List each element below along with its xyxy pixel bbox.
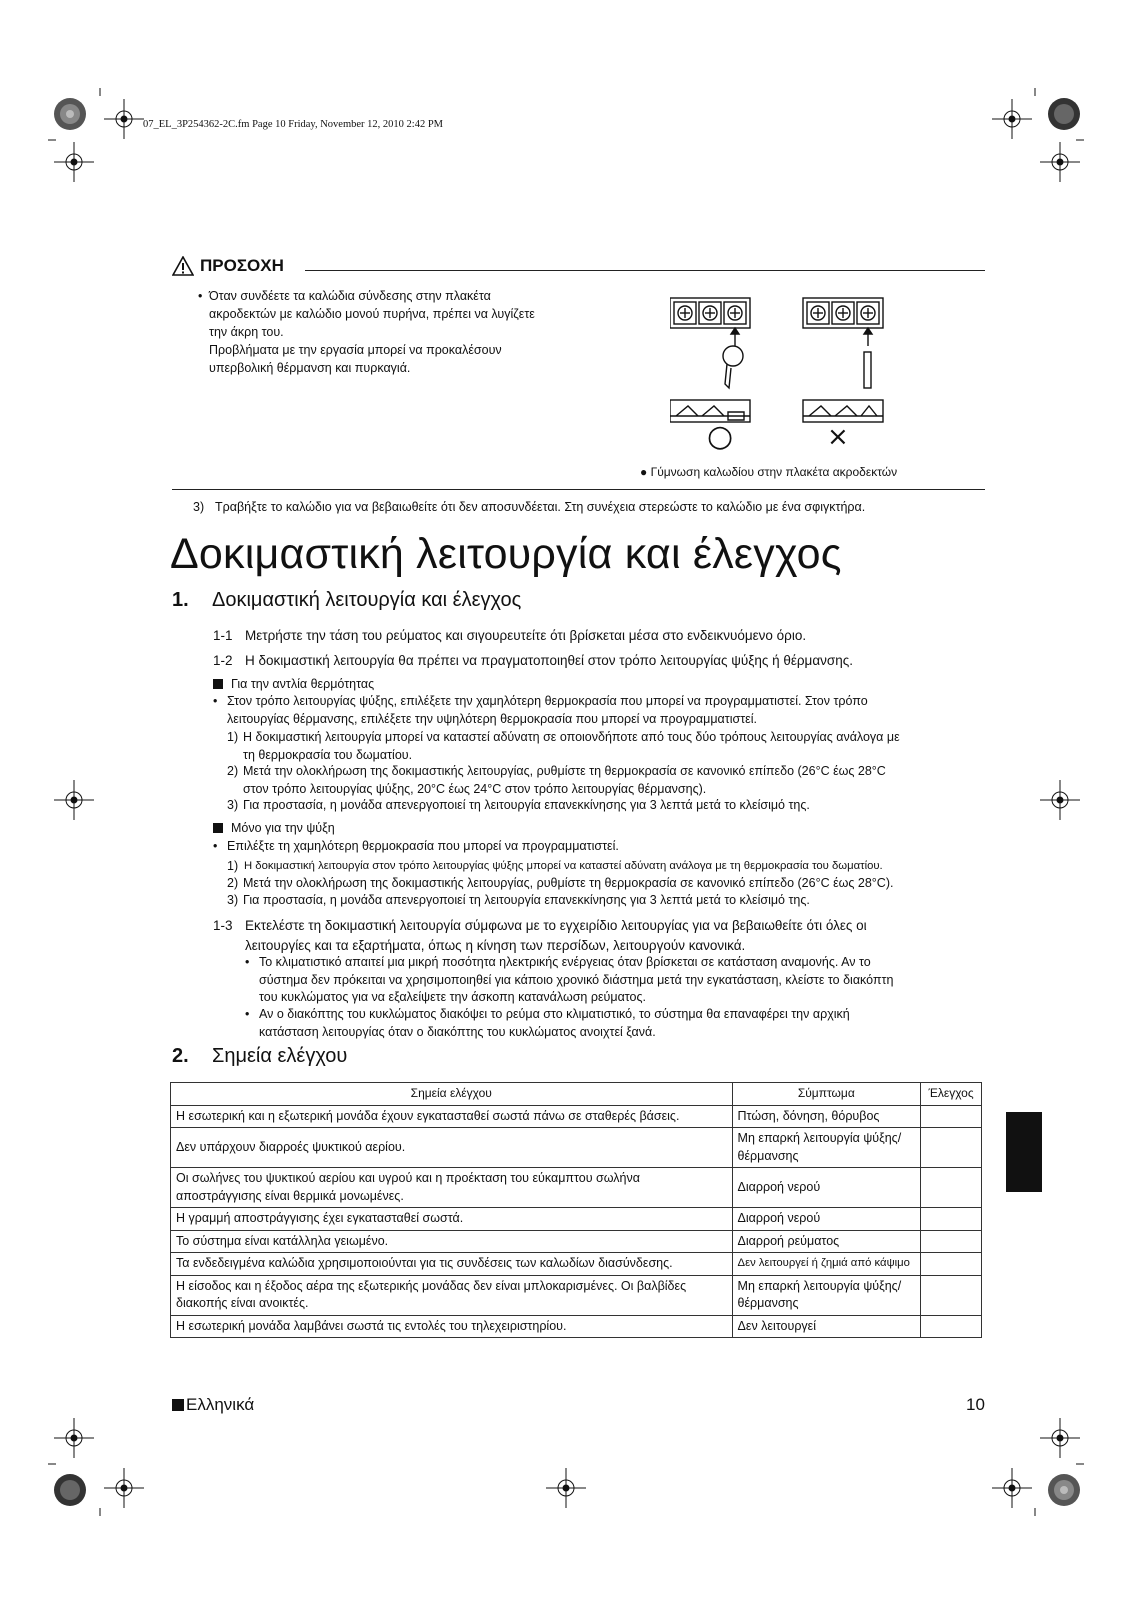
table-row <box>171 1253 982 1276</box>
square-bullet-icon <box>172 1399 184 1411</box>
ok-mark: ○ <box>707 419 734 454</box>
column-header: Σύμπτωμα <box>732 1083 921 1106</box>
note-number: 1) <box>227 859 239 873</box>
note-number: 2) <box>227 876 239 890</box>
bullet-line: σύστημα δεν πρόκειται να χρησιμοποιηθεί για κάποιο χρονικό διάστημα μετά την εγκατάσταση, κλείστε το διακόπτη <box>259 972 894 987</box>
check-cell[interactable] <box>921 1208 982 1231</box>
check-cell[interactable] <box>921 1105 982 1128</box>
check-point-cell: Δεν υπάρχουν διαρροές ψυκτικού αερίου. <box>171 1128 733 1168</box>
terminal-block-left <box>670 298 750 328</box>
bullet: • <box>245 955 250 969</box>
caution-rule <box>305 270 985 271</box>
bullet-line: Το κλιματιστικό απαιτεί μια μικρή ποσότητα ηλεκτρικής ενέργειας όταν βρίσκεται σε κατάσταση αναμονής. Αν το <box>259 955 871 969</box>
note-line: Μετά την ολοκλήρωση της δοκιμαστικής λειτουργίας, ρυθμίστε τη θερμοκρασία σε κανονικό επίπεδο (26°C έως 28°C <box>243 764 886 778</box>
check-point-cell: Οι σωλήνες του ψυκτικού αερίου και υγρού και η προέκταση του εύκαμπτου σωλήνα αποστράγγισης είναι θερμικά μονωμένες. <box>171 1168 733 1208</box>
step-number: 3) <box>193 500 205 514</box>
table-row <box>171 1275 982 1315</box>
note-number: 3) <box>227 798 239 812</box>
symptom-cell: Δεν λειτουργεί ή ζημιά από κάψιμο <box>732 1253 921 1276</box>
caution-title: ΠΡΟΣΟΧΗ <box>200 256 284 275</box>
crosshair-mark <box>104 1468 144 1508</box>
item-number: 1-2 <box>213 653 233 668</box>
bullet-line: λειτουργίας θέρμανσης, επιλέξετε την υψηλότερη θερμοκρασία που μπορεί να προγραμματιστεί. <box>227 711 757 726</box>
item-line: Εκτελέστε τη δοκιμαστική λειτουργία σύμφωνα με το εγχειρίδιο λειτουργίας για να βεβαιωθείτε ότι όλες οι <box>245 918 867 933</box>
symptom-cell: Διαρροή νερού <box>732 1168 921 1208</box>
note-text: Για προστασία, η μονάδα απενεργοποιεί τη λειτουργία επανεκκίνησης για 3 λεπτά μετά το κλείσιμό της. <box>243 893 810 907</box>
heatpump-note-1 <box>227 729 900 764</box>
check-cell[interactable] <box>921 1275 982 1315</box>
crosshair-mark <box>54 142 94 182</box>
heatpump-note-3 <box>227 797 810 815</box>
symptom-cell: Μη επαρκή λειτουργία ψύξης/ θέρμανσης <box>732 1128 921 1168</box>
crosshair-mark <box>1040 1418 1080 1458</box>
check-point-cell: Τα ενδεδειγμένα καλώδια χρησιμοποιούνται για τις συνδέσεις των καλωδίων διασύνδεσης. <box>171 1253 733 1276</box>
note-number: 2) <box>227 764 239 778</box>
bullet-line: κατάσταση λειτουργίας όταν ο διακόπτης του κυκλώματος ανοιχτεί ξανά. <box>259 1024 656 1039</box>
section-2-heading <box>172 1045 347 1068</box>
step-3 <box>193 500 865 514</box>
section-1-heading <box>172 589 521 612</box>
caution-line: Όταν συνδέετε τα καλώδια σύνδεσης στην πλακέτα <box>209 289 491 303</box>
step-text: Τραβήξτε το καλώδιο για να βεβαιωθείτε ότι δεν αποσυνδέεται. Στη συνέχεια στερεώστε το καλώδιο με ένα σφιγκτήρα. <box>215 500 866 514</box>
column-header: Σημεία ελέγχου <box>171 1083 733 1106</box>
item-1-3-bullet-2 <box>245 1006 850 1041</box>
note-text: Η δοκιμαστική λειτουργία στον τρόπο λειτουργίας ψύξης μπορεί να καταστεί αδύνατη ανάλογα με τη θερμοκρασία του δωματίου. <box>244 860 883 872</box>
check-cell[interactable] <box>921 1253 982 1276</box>
caution-line: Προβλήματα με την εργασία μπορεί να προκαλέσουν <box>209 343 502 357</box>
section-number: 1. <box>172 589 189 611</box>
caution-line: την άκρη του. <box>209 325 284 339</box>
section-number: 2. <box>172 1045 189 1067</box>
item-1-3-bullet-1 <box>245 954 893 1007</box>
symptom-cell: Μη επαρκή λειτουργία ψύξης/ θέρμανσης <box>732 1275 921 1315</box>
bullet: • <box>213 694 218 708</box>
symptom-cell: Διαρροή νερού <box>732 1208 921 1231</box>
footer-language <box>172 1395 254 1415</box>
terminal-block-right <box>803 298 883 328</box>
check-point-cell: Η εσωτερική μονάδα λαμβάνει σωστά τις εντολές του τηλεχειριστηρίου. <box>171 1315 733 1338</box>
item-text: Η δοκιμαστική λειτουργία θα πρέπει να πραγματοποιηθεί στον τρόπο λειτουργίας ψύξης ή θέρμανσης. <box>245 653 853 668</box>
symptom-cell: Δεν λειτουργεί <box>732 1315 921 1338</box>
column-header: Έλεγχος <box>921 1083 982 1106</box>
note-number: 1) <box>227 730 239 744</box>
ng-mark: × <box>827 422 849 452</box>
square-bullet-icon <box>213 823 223 833</box>
bullet: • <box>198 289 203 303</box>
check-point-cell: Η είσοδος και η έξοδος αέρα της εξωτερικής μονάδας δεν είναι μπλοκαρισμένες. Οι βαλβίδες διακοπής είναι ανοικτές. <box>171 1275 733 1315</box>
table-row <box>171 1168 982 1208</box>
coolonly-heading <box>213 820 335 838</box>
check-cell[interactable] <box>921 1128 982 1168</box>
item-text: Μετρήστε την τάση του ρεύματος και σιγουρευτείτε ότι βρίσκεται μέσα στο ενδεικνυόμενο όριο. <box>245 628 807 643</box>
coolonly-bullet <box>213 838 619 856</box>
heatpump-heading <box>213 676 374 694</box>
crosshair-mark <box>1040 142 1080 182</box>
crosshair-mark <box>104 99 144 139</box>
caution-bottom-rule <box>172 489 985 490</box>
square-bullet-icon <box>213 679 223 689</box>
table-row <box>171 1230 982 1253</box>
note-line: στον τρόπο λειτουργίας ψύξης, 20°C έως 24°C στον τρόπο λειτουργίας θέρμανσης). <box>243 781 707 796</box>
check-point-cell: Το σύστημα είναι κατάλληλα γειωμένο. <box>171 1230 733 1253</box>
page-title: Δοκιμαστική λειτουργία και έλεγχος <box>170 530 842 578</box>
caution-line: ακροδεκτών με καλώδιο μονού πυρήνα, πρέπει να λυγίζετε <box>209 307 535 321</box>
caution-text <box>198 287 601 377</box>
bullet-line: του κυκλώματος για να εξαλείψετε την άσκοπη κατανάλωση ρεύματος. <box>259 990 646 1004</box>
item-1-3 <box>213 916 867 956</box>
crosshair-mark <box>54 1418 94 1458</box>
bullet: • <box>245 1007 250 1021</box>
bullet: • <box>213 839 218 853</box>
bullet-text: Επιλέξτε τη χαμηλότερη θερμοκρασία που μπορεί να προγραμματιστεί. <box>227 839 619 853</box>
check-points-table <box>170 1082 982 1338</box>
item-line: λειτουργίες και τα εξαρτήματα, όπως η κίνηση των περσίδων, λειτουργούν κανονικά. <box>245 938 746 953</box>
coolonly-note-3 <box>227 892 810 910</box>
bullet-line: Αν ο διακόπτης του κυκλώματος διακόψει το ρεύμα στο κλιματιστικό, το σύστημα θα επαναφέρει την αρχική <box>259 1007 850 1021</box>
check-point-cell: Η εσωτερική και η εξωτερική μονάδα έχουν εγκατασταθεί σωστά πάνω σε σταθερές βάσεις. <box>171 1105 733 1128</box>
coolonly-heading-text: Μόνο για την ψύξη <box>231 821 335 835</box>
heatpump-bullet <box>213 693 868 728</box>
coolonly-note-2 <box>227 875 893 893</box>
heatpump-heading-text: Για την αντλία θερμότητας <box>231 677 375 691</box>
caution-heading <box>172 256 284 276</box>
table-row <box>171 1105 982 1128</box>
item-1-1 <box>213 628 806 643</box>
crosshair-mark <box>992 99 1032 139</box>
figure-caption <box>640 465 897 479</box>
check-cell[interactable] <box>921 1168 982 1208</box>
check-cell[interactable] <box>921 1315 982 1338</box>
figure-caption-text: Γύμνωση καλωδίου στην πλακέτα ακροδεκτών <box>650 465 898 479</box>
language-tab-marker <box>1006 1112 1042 1192</box>
crosshair-mark <box>1040 780 1080 820</box>
check-point-cell: Η γραμμή αποστράγγισης έχει εγκατασταθεί σωστά. <box>171 1208 733 1231</box>
crosshair-mark <box>54 780 94 820</box>
note-text: Μετά την ολοκλήρωση της δοκιμαστικής λειτουργίας, ρυθμίστε τη θερμοκρασία σε κανονικό επίπεδο (26°C έως 28°C). <box>243 876 894 890</box>
table-row <box>171 1208 982 1231</box>
table-header-row <box>171 1083 982 1106</box>
symptom-cell: Διαρροή ρεύματος <box>732 1230 921 1253</box>
bullet: ● <box>640 465 648 479</box>
item-number: 1-1 <box>213 628 233 643</box>
note-number: 3) <box>227 893 239 907</box>
file-info-header: 07_EL_3P254362-2C.fm Page 10 Friday, November 12, 2010 2:42 PM <box>143 119 444 130</box>
heatpump-note-2 <box>227 763 886 798</box>
item-number: 1-3 <box>213 918 233 933</box>
page-number: 10 <box>966 1395 985 1414</box>
table-row <box>171 1315 982 1338</box>
crosshair-mark <box>546 1468 586 1508</box>
language-label: Ελληνικά <box>186 1395 255 1414</box>
item-1-2 <box>213 653 853 668</box>
note-text: Για προστασία, η μονάδα απενεργοποιεί τη λειτουργία επανεκκίνησης για 3 λεπτά μετά το κλείσιμό της. <box>243 798 810 812</box>
symptom-cell: Πτώση, δόνηση, θόρυβος <box>732 1105 921 1128</box>
caution-line: υπερβολική θέρμανση και πυρκαγιά. <box>209 361 411 375</box>
coolonly-note-1 <box>227 858 883 876</box>
terminal-wiring-figure <box>670 296 910 466</box>
check-cell[interactable] <box>921 1230 982 1253</box>
crosshair-mark <box>992 1468 1032 1508</box>
section-title: Δοκιμαστική λειτουργία και έλεγχος <box>212 589 522 611</box>
note-line: τη θερμοκρασία του δωματίου. <box>243 747 413 762</box>
bullet-line: Στον τρόπο λειτουργίας ψύξης, επιλέξετε την χαμηλότερη θερμοκρασία που μπορεί να προγραμματιστεί. Στον τρόπο <box>227 694 868 708</box>
table-row <box>171 1128 982 1168</box>
section-title: Σημεία ελέγχου <box>212 1045 348 1067</box>
warning-triangle-icon <box>172 256 194 276</box>
note-line: Η δοκιμαστική λειτουργία μπορεί να καταστεί αδύνατη σε οποιονδήποτε από τους δύο τρόπους λειτουργίας ανάλογα με <box>243 730 900 744</box>
